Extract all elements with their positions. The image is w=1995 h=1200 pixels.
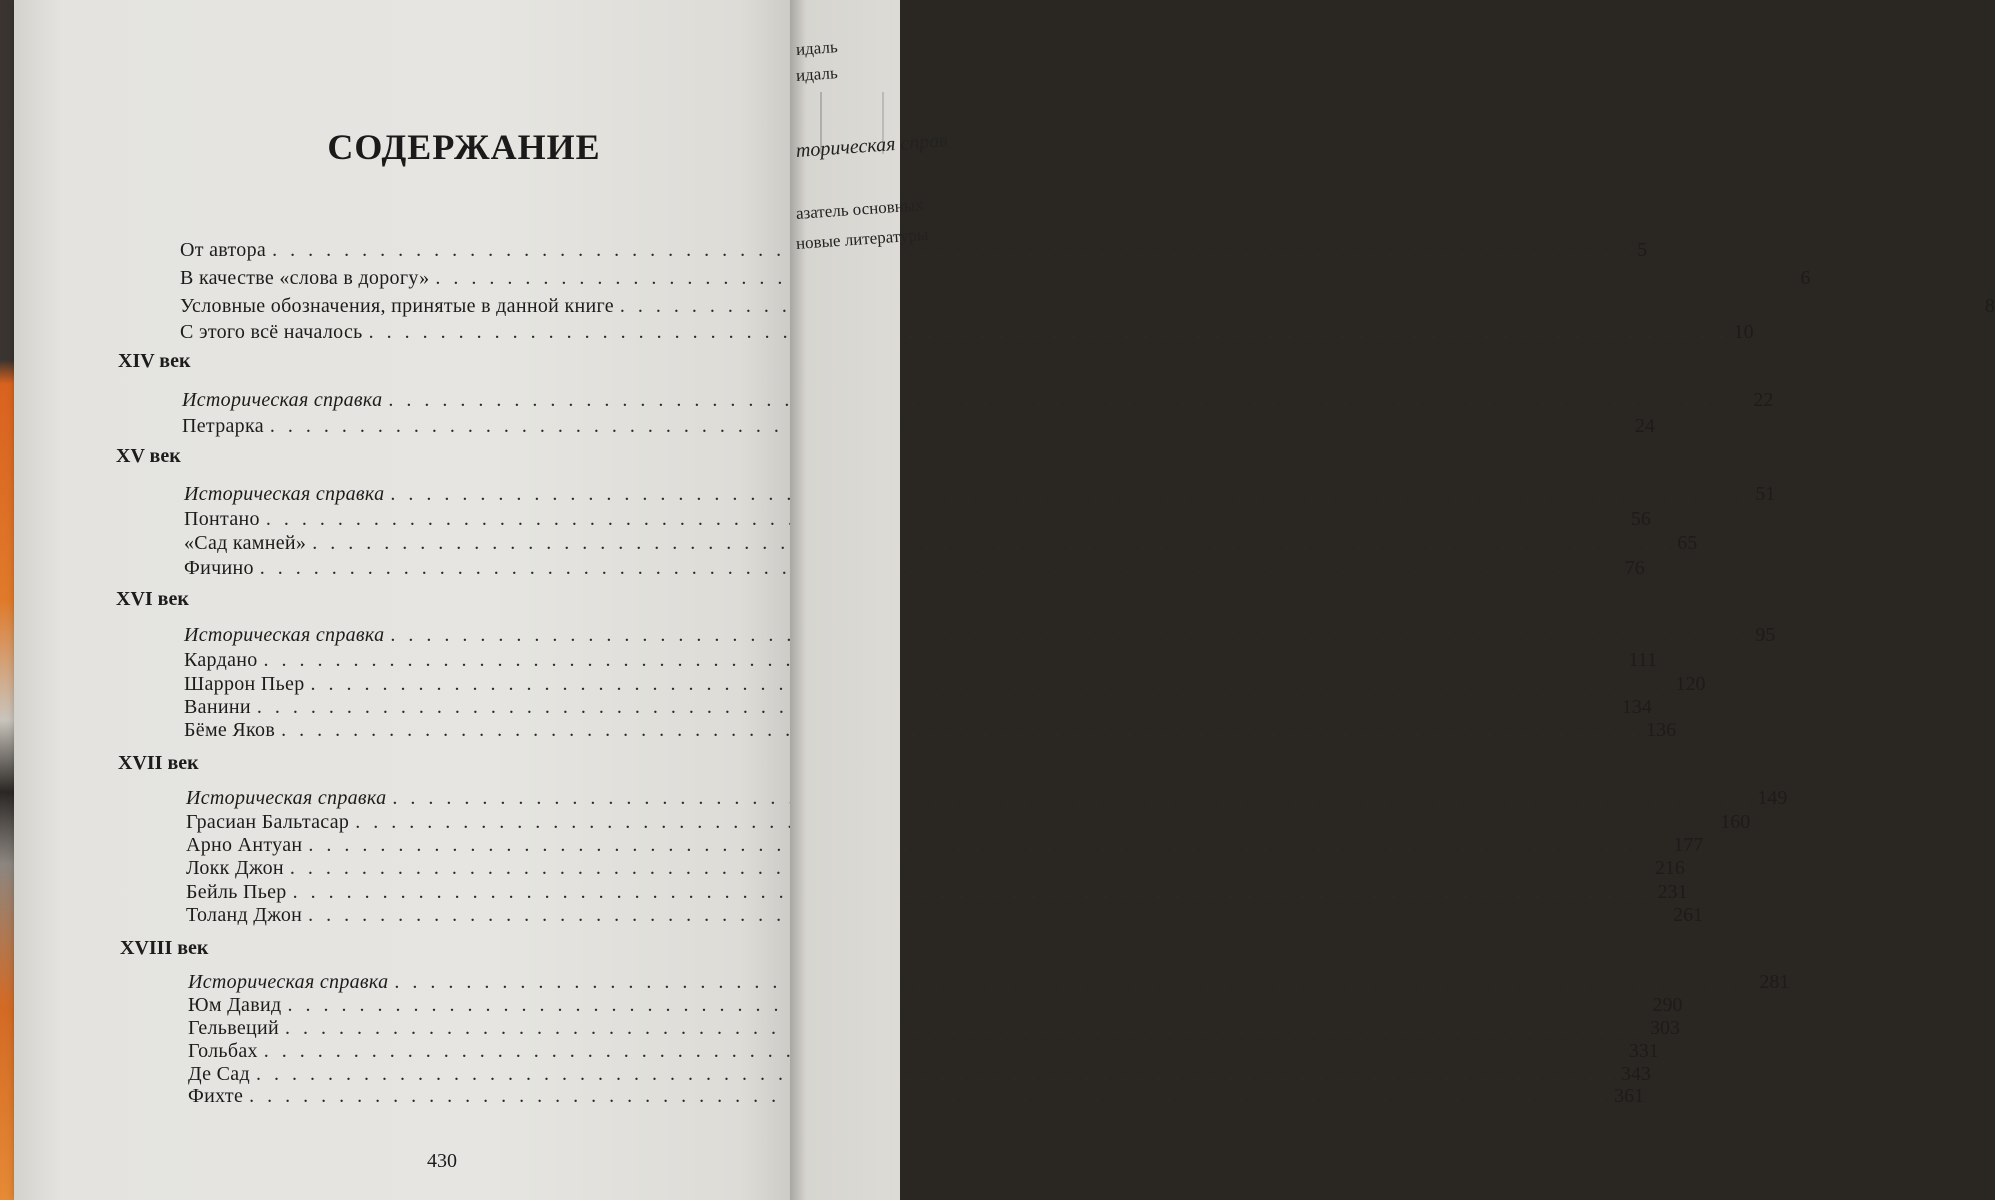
toc-entry bbox=[186, 880, 1688, 904]
toc-entry-label: Фихте bbox=[188, 1085, 244, 1107]
toc-entry bbox=[186, 786, 1788, 810]
toc-entry bbox=[184, 648, 1658, 672]
leader-dots bbox=[388, 388, 1747, 412]
leader-dots bbox=[394, 970, 1753, 994]
toc-entry-page: 76 bbox=[1624, 557, 1645, 579]
toc-entry-page: 177 bbox=[1673, 834, 1704, 856]
toc-entry-page: 22 bbox=[1753, 389, 1774, 411]
toc-entry-page: 10 bbox=[1733, 321, 1754, 343]
leader-dots bbox=[264, 1039, 1623, 1063]
toc-entry-label: Фичино bbox=[184, 557, 254, 579]
leader-dots bbox=[270, 414, 1629, 438]
facing-page bbox=[790, 0, 949, 1200]
toc-entry-page: 216 bbox=[1654, 857, 1685, 879]
toc-entry bbox=[188, 1016, 1681, 1040]
toc-entry-label: Кардано bbox=[184, 649, 258, 671]
toc-entry-label: Юм Давид bbox=[188, 994, 282, 1016]
leader-dots bbox=[435, 266, 1794, 290]
toc-entry bbox=[180, 266, 1811, 290]
toc-entry bbox=[184, 672, 1706, 696]
leader-dots bbox=[266, 507, 1625, 531]
toc-entry-page: 134 bbox=[1621, 696, 1652, 718]
leader-dots bbox=[311, 672, 1670, 696]
toc-entry-label: Локк Джон bbox=[186, 857, 284, 879]
facing-page-line: идаль bbox=[795, 63, 839, 85]
toc-entry-label: Гельвеций bbox=[188, 1017, 280, 1039]
leader-dots bbox=[260, 556, 1619, 580]
toc-entry-label: Арно Антуан bbox=[186, 834, 303, 856]
toc-entry bbox=[188, 1039, 1659, 1063]
toc-entry-page: 160 bbox=[1720, 811, 1751, 833]
leader-dots bbox=[287, 993, 1646, 1017]
leader-dots bbox=[390, 482, 1749, 506]
century-heading: XIV век bbox=[118, 350, 191, 372]
toc-entry bbox=[184, 507, 1651, 531]
toc-entry bbox=[186, 810, 1751, 834]
toc-entry bbox=[188, 1062, 1651, 1086]
leader-dots bbox=[290, 856, 1649, 880]
toc-entry-page: 281 bbox=[1759, 971, 1790, 993]
toc-entry bbox=[180, 294, 1995, 318]
toc-entry-page: 361 bbox=[1614, 1085, 1645, 1107]
toc-entry-page: 6 bbox=[1800, 267, 1811, 289]
page-title: СОДЕРЖАНИЕ bbox=[327, 127, 601, 167]
toc-entry-label: С этого всё началось bbox=[180, 321, 363, 343]
toc-entry bbox=[184, 482, 1776, 506]
toc-entry bbox=[180, 320, 1754, 344]
facing-page-line: торическая справ bbox=[795, 129, 949, 162]
toc-entry-page: 136 bbox=[1646, 719, 1677, 741]
toc-entry-label: Шаррон Пьер bbox=[184, 673, 305, 695]
toc-entry bbox=[184, 531, 1698, 555]
toc-entry-label: Бейль Пьер bbox=[186, 881, 287, 903]
toc-entry-page: 65 bbox=[1677, 532, 1698, 554]
toc-entry-page: 331 bbox=[1628, 1040, 1659, 1062]
toc-entry-page: 5 bbox=[1637, 239, 1648, 261]
century-heading: XVII век bbox=[118, 752, 199, 774]
leader-dots bbox=[293, 880, 1652, 904]
toc-entry-label: «Сад камней» bbox=[184, 532, 307, 554]
leader-dots bbox=[308, 903, 1667, 927]
leader-dots bbox=[369, 320, 1728, 344]
leader-dots bbox=[272, 238, 1631, 262]
leader-dots bbox=[312, 531, 1671, 555]
toc-entry-page: 149 bbox=[1757, 787, 1788, 809]
leader-dots bbox=[256, 1062, 1615, 1086]
leader-dots bbox=[257, 695, 1616, 719]
toc-entry-label: Историческая справка bbox=[186, 787, 387, 809]
toc-entry bbox=[188, 993, 1683, 1017]
leader-dots bbox=[355, 810, 1714, 834]
toc-entry bbox=[182, 388, 1774, 412]
toc-entry bbox=[184, 623, 1776, 647]
toc-entry-label: Бёме Яков bbox=[184, 719, 276, 741]
toc-entry-page: 111 bbox=[1628, 649, 1658, 671]
leader-dots bbox=[285, 1016, 1644, 1040]
leader-dots bbox=[264, 648, 1623, 672]
toc-entry-label: Историческая справка bbox=[182, 389, 383, 411]
century-heading: XV век bbox=[116, 445, 181, 467]
toc-entry-page: 8 bbox=[1984, 295, 1995, 317]
toc-entry-page: 303 bbox=[1650, 1017, 1681, 1039]
toc-entry-page: 261 bbox=[1673, 904, 1704, 926]
toc-entry-page: 231 bbox=[1657, 881, 1688, 903]
toc-entry bbox=[184, 695, 1652, 719]
toc-entry bbox=[188, 1084, 1645, 1108]
toc-entry-label: Гольбах bbox=[188, 1040, 258, 1062]
toc-entry-label: Историческая справка bbox=[184, 483, 385, 505]
toc-entry-label: От автора bbox=[180, 239, 267, 261]
toc-entry bbox=[186, 833, 1704, 857]
toc-entry-label: Понтано bbox=[184, 508, 260, 530]
leader-dots bbox=[308, 833, 1667, 857]
facing-page-line: новые литературы bbox=[795, 224, 929, 253]
toc-entry-label: Условные обозначения, принятые в данной книге bbox=[180, 295, 614, 317]
leader-dots bbox=[392, 786, 1751, 810]
toc-entry-page: 290 bbox=[1652, 994, 1683, 1016]
toc-entry bbox=[182, 414, 1655, 438]
facing-page-line: азатель основных bbox=[795, 195, 925, 223]
toc-entry-page: 56 bbox=[1630, 508, 1651, 530]
toc-entry-label: Историческая справка bbox=[188, 971, 389, 993]
toc-entry-label: Толанд Джон bbox=[186, 904, 303, 926]
toc-entry-label: В качестве «слова в дорогу» bbox=[180, 267, 430, 289]
century-heading: XVI век bbox=[116, 588, 189, 610]
facing-page-line: идаль bbox=[795, 37, 839, 59]
leader-dots bbox=[249, 1084, 1608, 1108]
toc-entry-page: 120 bbox=[1675, 673, 1706, 695]
toc-entry bbox=[184, 556, 1645, 580]
toc-entry-page: 51 bbox=[1755, 483, 1776, 505]
leader-dots bbox=[281, 718, 1640, 742]
toc-entry bbox=[188, 970, 1790, 994]
page-number: 430 bbox=[427, 1150, 457, 1172]
toc-entry-label: Грасиан Бальтасар bbox=[186, 811, 350, 833]
toc-entry-label: Ванини bbox=[184, 696, 251, 718]
toc-entry bbox=[186, 856, 1685, 880]
century-heading: XVIII век bbox=[120, 937, 209, 959]
toc-entry-page: 343 bbox=[1620, 1063, 1651, 1085]
toc-entry-label: Де Сад bbox=[188, 1063, 250, 1085]
toc-entry-page: 95 bbox=[1755, 624, 1776, 646]
toc-entry-page: 24 bbox=[1634, 415, 1655, 437]
toc-entry-label: Петрарка bbox=[182, 415, 264, 437]
toc-entry bbox=[184, 718, 1677, 742]
toc-entry-label: Историческая справка bbox=[184, 624, 385, 646]
leader-dots bbox=[390, 623, 1749, 647]
toc-entry bbox=[186, 903, 1704, 927]
